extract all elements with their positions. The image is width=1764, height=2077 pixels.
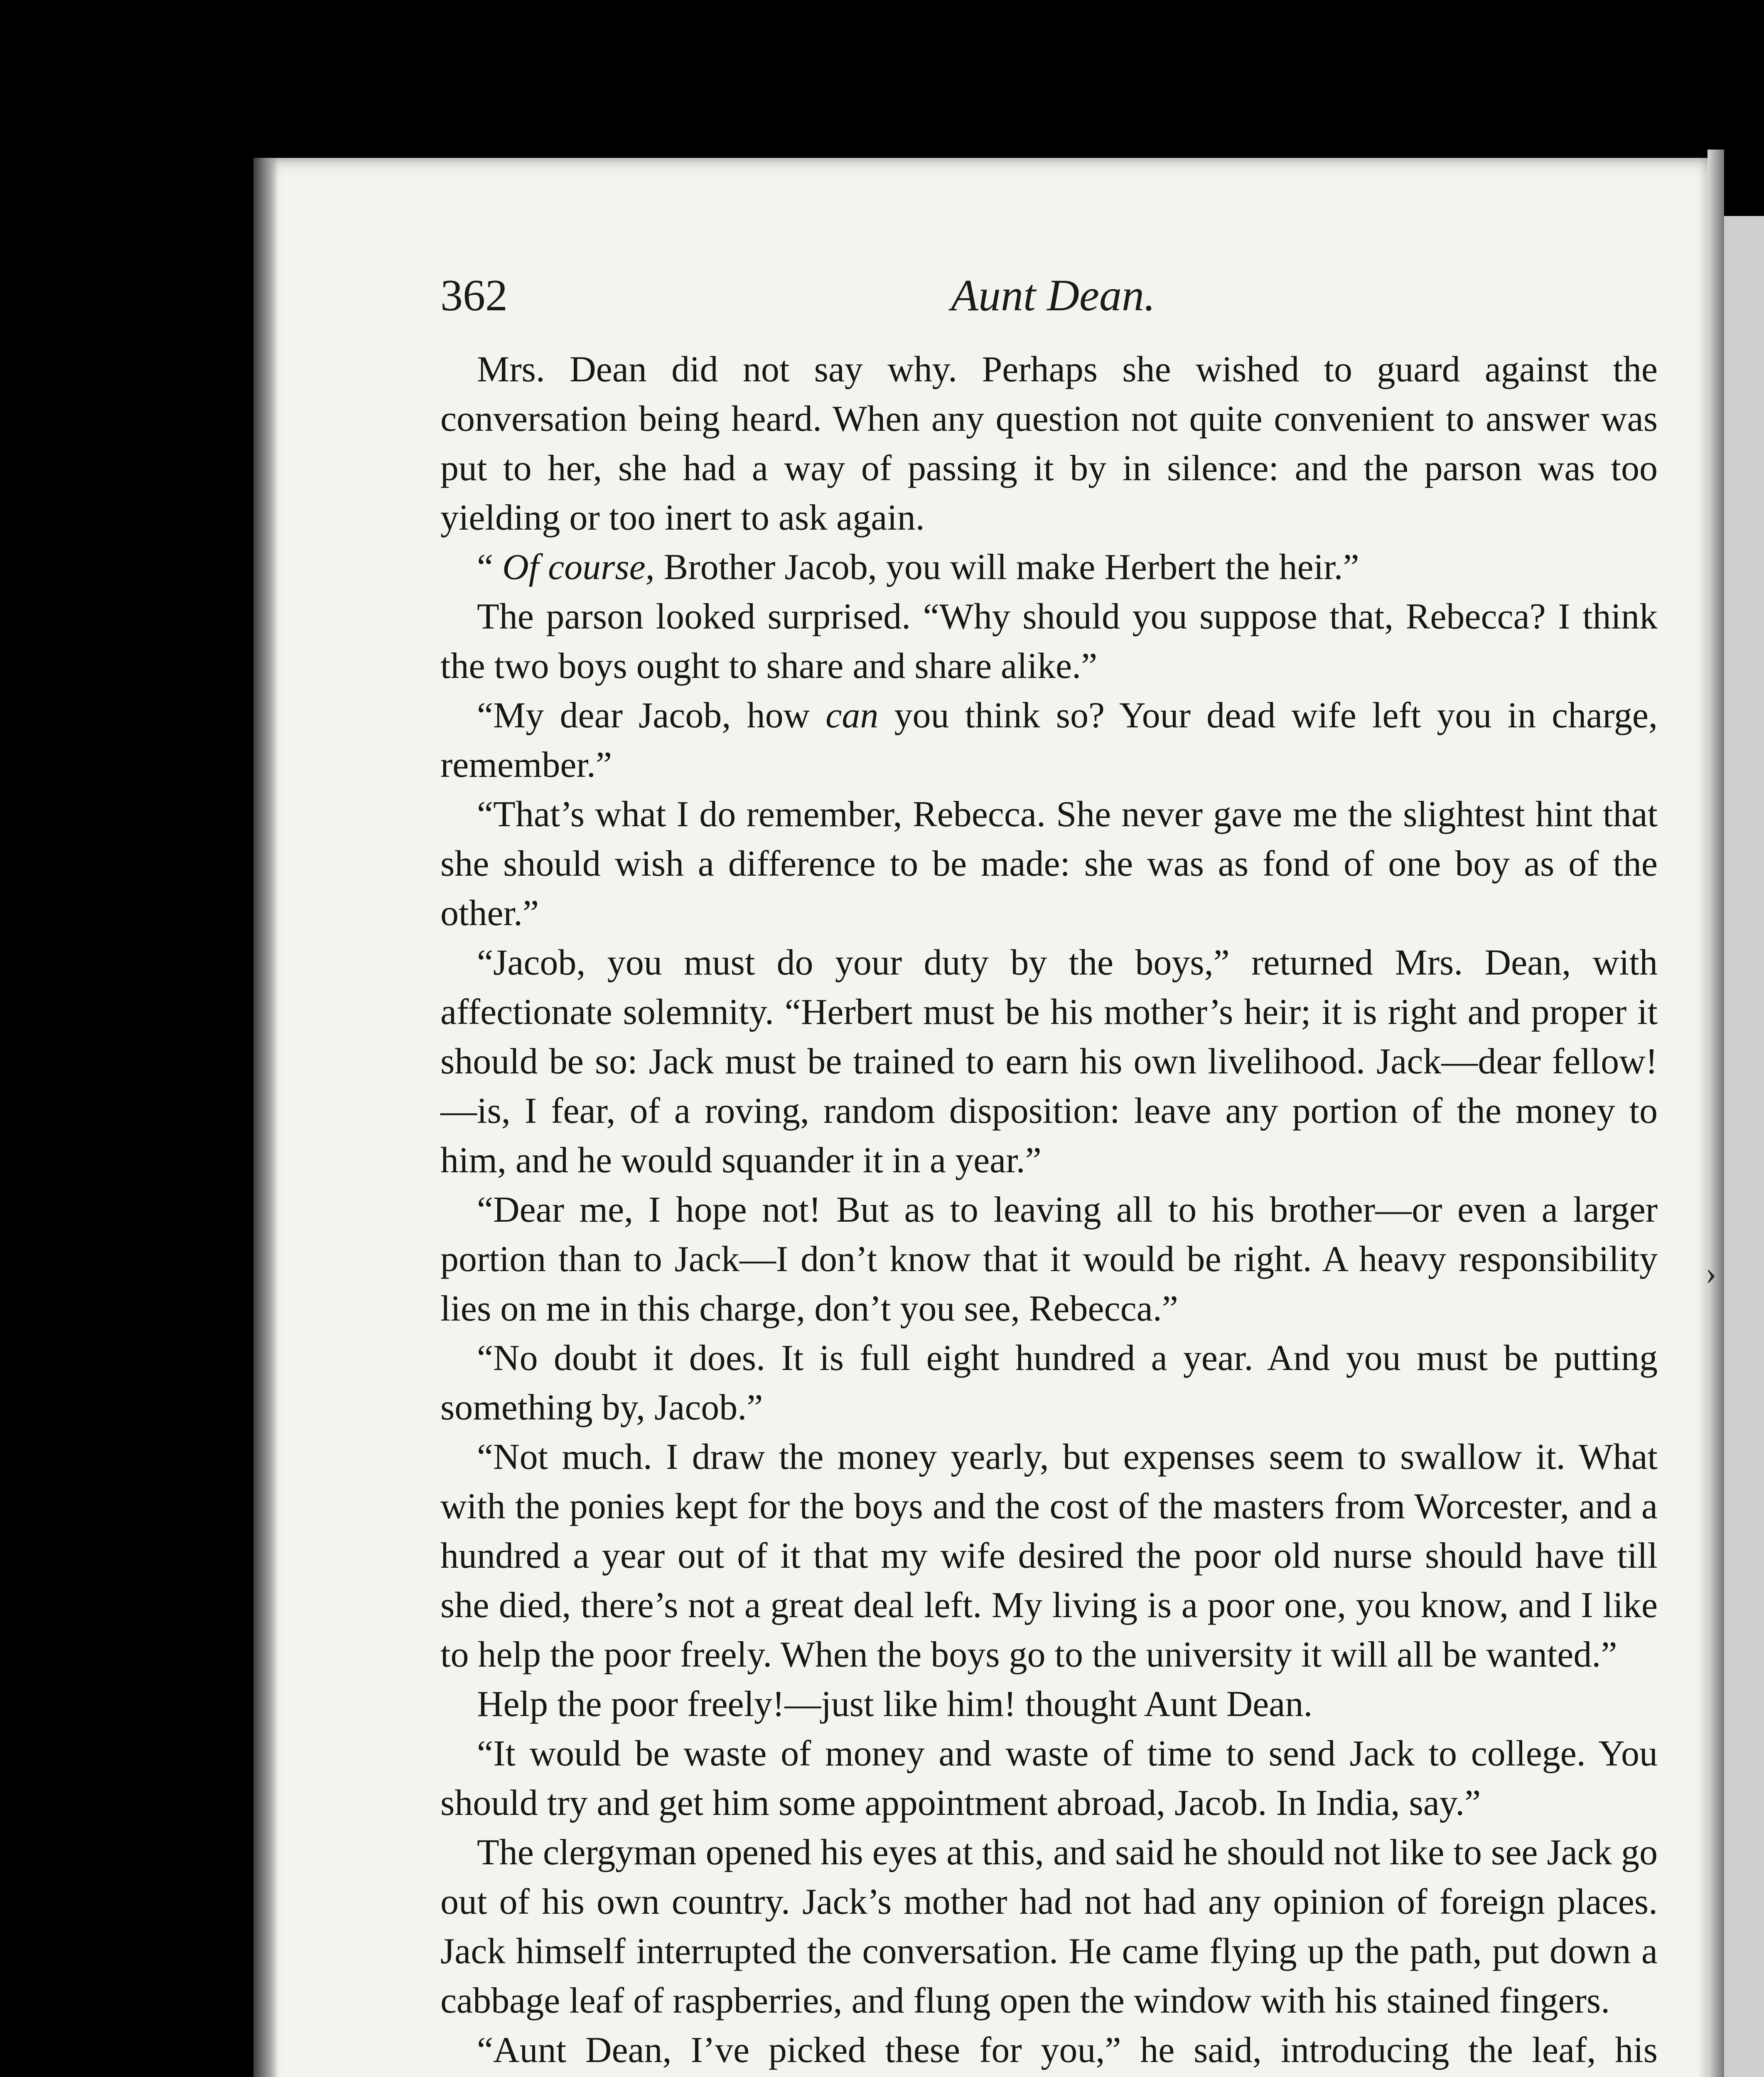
paragraph: “It would be waste of money and waste of time to send Jack to college. You should try and get him some appointment abroad, Jacob. In India, say.” — [440, 1733, 1658, 1823]
paragraph: The parson looked surprised. “Why should you suppose that, Rebecca? I think the two boys ought to share and share alike.” — [440, 597, 1658, 686]
page-header — [440, 270, 1666, 328]
paragraph: “Dear me, I hope not! But as to leaving all to his brother—or even a larger portion than to Jack—I don’t know that it would be right. A heavy responsibility lies on me in this charge, don’t you see, Rebecca.” — [440, 1190, 1658, 1329]
facing-page-sliver — [1724, 216, 1764, 2077]
paragraph: “Jacob, you must do your duty by the boys,” returned Mrs. Dean, with affectionate solemnity. “Herbert must be his mother’s heir; it is right and proper it should be so: Jack must be trained to earn his own livelihood. Jack—dear fellow!—is, I fear, of a roving, random disposition: leave any portion of the money to him, and he would squander it in a year.” — [440, 943, 1658, 1181]
paragraph: “No doubt it does. It is full eight hundred a year. And you must be putting something by, Jacob.” — [440, 1338, 1658, 1428]
paragraph: “ Of course, Brother Jacob, you will make Herbert the heir.” — [477, 547, 1359, 587]
paragraph: “Aunt Dean, I’ve picked these for you,” he said, introducing the leaf, his — [477, 2030, 1658, 2070]
paragraph: The clergyman opened his eyes at this, and said he should not like to see Jack go out of his own country. Jack’s mother had not had any opinion of foreign places. Jack himself interrupted the conversation. He came flying up the path, put down a cabbage leaf of raspberries, and flung open the window with his stained fingers. — [440, 1832, 1658, 2021]
paragraph: “That’s what I do remember, Rebecca. She never gave me the slightest hint that she should wish a difference to be made: she was as fond of one boy as of the other.” — [440, 794, 1658, 933]
paragraph: “Not much. I draw the money yearly, but expenses seem to swallow it. What with the ponies kept for the boys and the cost of the masters from Worcester, and a hundred a year out of it that my wife desired the poor old nurse should have till she died, there’s not a great deal left. My living is a poor one, you know, and I like to help the poor freely. When the boys go to the university it will all be wanted.” — [440, 1437, 1658, 1675]
page-gutter-shadow — [253, 158, 278, 2077]
page-number: 362 — [440, 271, 508, 320]
body-text — [440, 345, 1658, 2077]
paragraph: Help the poor freely!—just like him! thought Aunt Dean. — [477, 1684, 1313, 1724]
facing-page-mark: › — [1705, 1255, 1717, 1291]
paragraph: Mrs. Dean did not say why. Perhaps she wished to guard against the conversation being heard. When any question not quite convenient to answer was put to her, she had a way of passing it by in silence: and the parson was too yielding or too inert to ask again. — [440, 349, 1658, 538]
paragraph: “My dear Jacob, how can you think so? Your dead wife left you in charge, remember.” — [440, 695, 1658, 785]
page-right-edge — [1707, 150, 1724, 2077]
running-title: Aunt Dean. — [951, 271, 1155, 320]
